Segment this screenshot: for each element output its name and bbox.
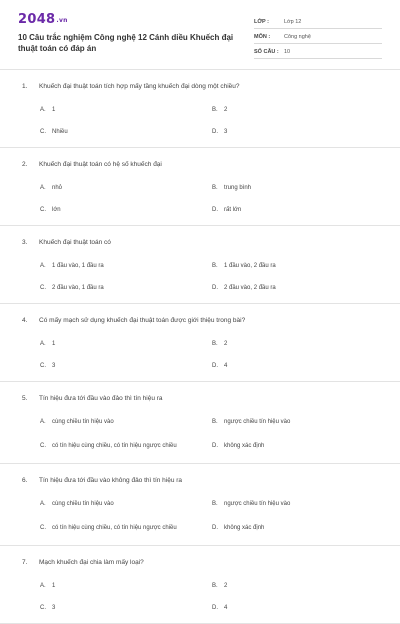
option-letter: B. [212, 341, 218, 347]
option-b[interactable] [212, 500, 384, 508]
option-text: không xác định [224, 525, 265, 531]
option-c[interactable] [40, 604, 212, 612]
question-text [0, 160, 400, 169]
option-text: 2 đầu vào, 2 đầu ra [224, 285, 276, 291]
question-number: 3. [22, 239, 28, 246]
option-text: cùng chiều tín hiệu vào [52, 501, 114, 507]
option-text: không xác định [224, 443, 265, 449]
option-letter: A. [40, 263, 46, 269]
question-stem: Tín hiệu đưa tới đầu vào đảo thì tín hiệu ra [39, 395, 163, 402]
option-letter: C. [40, 207, 46, 213]
question-number: 1. [22, 83, 28, 90]
option-row [0, 575, 400, 597]
meta-label: MÔN : [254, 34, 271, 40]
option-a[interactable] [40, 340, 212, 348]
option-text: 3 [52, 363, 56, 369]
option-letter: D. [212, 525, 218, 531]
option-text: 3 [224, 129, 228, 135]
meta-info [254, 14, 382, 59]
option-a[interactable] [40, 106, 212, 114]
option-c[interactable] [40, 206, 212, 214]
option-text: 1 đầu vào, 1 đầu ra [52, 263, 104, 269]
option-c[interactable] [40, 362, 212, 370]
question-4 [0, 304, 400, 382]
question-stem: Có mấy mạch sử dụng khuếch đại thuật toán được giới thiệu trong bài? [39, 317, 246, 324]
option-letter: A. [40, 419, 46, 425]
option-text: 2 [224, 341, 228, 347]
logo-suffix: .vn [56, 17, 68, 24]
option-d[interactable] [212, 604, 384, 612]
question-text [0, 558, 400, 567]
option-c[interactable] [40, 128, 212, 136]
option-letter: C. [40, 443, 46, 449]
option-text: 2 [224, 583, 228, 589]
question-text [0, 394, 400, 403]
question-6 [0, 464, 400, 546]
option-letter: C. [40, 285, 46, 291]
option-b[interactable] [212, 106, 384, 114]
option-row [0, 177, 400, 199]
option-row [0, 433, 400, 459]
meta-value: Công nghệ [284, 34, 311, 40]
option-b[interactable] [212, 340, 384, 348]
option-c[interactable] [40, 442, 212, 450]
question-stem: Khuếch đại thuật toán có [39, 239, 111, 246]
option-b[interactable] [212, 262, 384, 270]
option-letter: B. [212, 185, 218, 191]
question-stem: Khuếch đại thuật toán có hệ số khuếch đại [39, 161, 162, 168]
question-text [0, 476, 400, 485]
option-text: 1 [52, 341, 56, 347]
option-row [0, 597, 400, 619]
question-stem: Tín hiệu đưa tới đầu vào không đảo thì tín hiệu ra [39, 477, 183, 484]
option-letter: D. [212, 285, 218, 291]
option-row [0, 277, 400, 299]
option-row [0, 493, 400, 515]
option-text: 4 [224, 363, 228, 369]
option-letter: C. [40, 129, 46, 135]
option-row [0, 255, 400, 277]
option-a[interactable] [40, 500, 212, 508]
question-3 [0, 226, 400, 304]
option-text: 2 đầu vào, 1 đầu ra [52, 285, 104, 291]
option-letter: A. [40, 107, 46, 113]
option-text: 1 [52, 583, 56, 589]
option-row [0, 99, 400, 121]
option-text: 1 đầu vào, 2 đầu ra [224, 263, 276, 269]
option-c[interactable] [40, 524, 212, 532]
option-letter: D. [212, 443, 218, 449]
meta-label: LỚP : [254, 19, 269, 25]
option-letter: A. [40, 341, 46, 347]
option-c[interactable] [40, 284, 212, 292]
option-a[interactable] [40, 184, 212, 192]
option-letter: B. [212, 263, 218, 269]
option-text: 4 [224, 605, 228, 611]
meta-row-count [254, 44, 382, 59]
option-letter: B. [212, 419, 218, 425]
option-letter: D. [212, 129, 218, 135]
question-2 [0, 148, 400, 226]
question-7 [0, 546, 400, 624]
question-number: 7. [22, 559, 28, 566]
option-row [0, 515, 400, 541]
option-letter: D. [212, 207, 218, 213]
option-letter: B. [212, 501, 218, 507]
option-text: 1 [52, 107, 56, 113]
meta-row-subject [254, 29, 382, 44]
option-text: nhỏ [52, 185, 63, 191]
meta-value: 10 [284, 49, 291, 55]
question-5 [0, 382, 400, 464]
option-text: rất lớn [224, 207, 242, 213]
option-text: 2 [224, 107, 228, 113]
option-text: trung bình [224, 185, 252, 191]
option-letter: A. [40, 185, 46, 191]
option-text: có tín hiệu cùng chiều, có tín hiệu ngược chiều [52, 443, 177, 449]
question-1 [0, 70, 400, 148]
option-letter: B. [212, 107, 218, 113]
meta-value: Lớp 12 [284, 19, 302, 25]
question-text [0, 238, 400, 247]
option-d[interactable] [212, 362, 384, 370]
option-letter: D. [212, 363, 218, 369]
option-row [0, 121, 400, 143]
option-a[interactable] [40, 262, 212, 270]
question-stem: Khuếch đại thuật toán tích hợp mấy tầng khuếch đại dòng một chiều? [39, 83, 240, 90]
option-text: ngược chiều tín hiệu vào [224, 501, 291, 507]
option-text: ngược chiều tín hiệu vào [224, 419, 291, 425]
option-text: Nhiều [52, 129, 68, 135]
option-letter: D. [212, 605, 218, 611]
meta-row-class [254, 14, 382, 29]
option-b[interactable] [212, 418, 384, 426]
meta-label: SỐ CÂU : [254, 49, 279, 55]
option-text: có tín hiệu cùng chiều, có tín hiệu ngược chiều [52, 525, 177, 531]
option-row [0, 411, 400, 433]
option-letter: C. [40, 525, 46, 531]
option-a[interactable] [40, 582, 212, 590]
site-logo[interactable] [18, 12, 68, 27]
option-letter: A. [40, 501, 46, 507]
question-number: 5. [22, 395, 28, 402]
option-b[interactable] [212, 184, 384, 192]
option-letter: A. [40, 583, 46, 589]
option-row [0, 355, 400, 377]
option-d[interactable] [212, 206, 384, 214]
question-number: 4. [22, 317, 28, 324]
question-number: 6. [22, 477, 28, 484]
option-d[interactable] [212, 442, 384, 450]
option-letter: C. [40, 605, 46, 611]
question-text [0, 82, 400, 91]
option-letter: C. [40, 363, 46, 369]
option-d[interactable] [212, 284, 384, 292]
option-letter: B. [212, 583, 218, 589]
question-text [0, 316, 400, 325]
header [0, 0, 400, 70]
option-text: 3 [52, 605, 56, 611]
page-title: 10 Câu trắc nghiệm Công nghệ 12 Cánh diều Khuếch đại thuật toán có đáp án [18, 33, 234, 53]
option-row [0, 199, 400, 221]
question-stem: Mạch khuếch đại chia làm mấy loại? [39, 559, 144, 566]
option-text: lớn [52, 207, 61, 213]
logo-text: 2048 [18, 12, 56, 27]
option-row [0, 333, 400, 355]
question-number: 2. [22, 161, 28, 168]
option-d[interactable] [212, 128, 384, 136]
option-b[interactable] [212, 582, 384, 590]
option-text: cùng chiều tín hiệu vào [52, 419, 114, 425]
question-list [0, 70, 400, 624]
option-d[interactable] [212, 524, 384, 532]
option-a[interactable] [40, 418, 212, 426]
